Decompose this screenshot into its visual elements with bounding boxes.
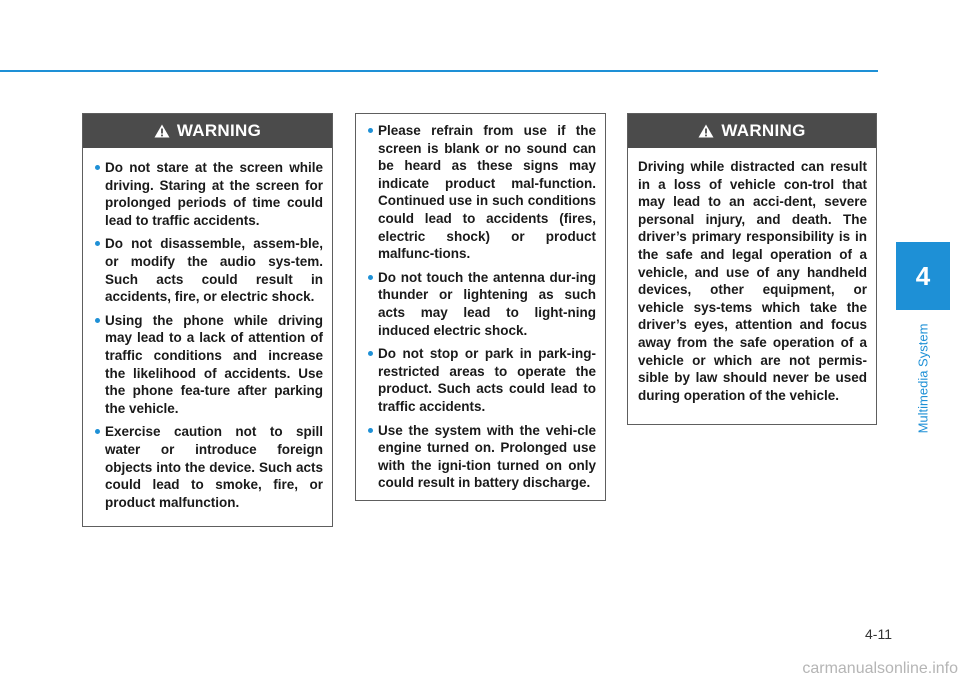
chapter-title [890, 316, 956, 440]
warning-panel-2 [355, 113, 606, 501]
top-rule [0, 70, 878, 72]
list-item: Do not touch the antenna dur-ing thunder or lightening as such acts may lead to light-ning induced electric shock. [368, 269, 596, 339]
warning-panel-1 [82, 113, 333, 527]
warning-paragraph: Driving while distracted can result in a loss of vehicle con-trol that may lead to an acci-dent, severe personal injury, and death. The driver’s primary responsibility is in the safe and legal operation of a vehicle, and use of any handheld devices, other equipment, or vehicle sys-tems which take the driver’s eyes, attention and focus away from the safe operation of a vehicle or which are not permis-sible by law should never be used during operation of the vehicle. [638, 159, 867, 403]
list-item: Do not disassemble, assem-ble, or modify the audio sys-tem. Such acts could result in accidents, fire, or electric shock. [95, 235, 323, 305]
warning-panel-3 [627, 113, 877, 425]
list-item: Do not stop or park in park-ing-restricted areas to operate the product. Such acts could lead to traffic accidents. [368, 345, 596, 415]
warning-header [628, 114, 876, 148]
warning-header-label: WARNING [721, 121, 806, 140]
warning-list [83, 148, 332, 511]
list-item: Do not stare at the screen while driving. Staring at the screen for prolonged periods of time could lead to traffic accidents. [95, 159, 323, 229]
watermark: carmanualsonline.info [802, 660, 958, 677]
warning-triangle-icon [154, 124, 170, 138]
list-item: Exercise caution not to spill water or introduce foreign objects into the device. Such acts could lead to smoke, fire, or product malfunction. [95, 423, 323, 511]
page-number: 4-11 [865, 626, 892, 642]
chapter-title-label: Multimedia System [915, 323, 931, 433]
warning-triangle-icon [698, 124, 714, 138]
warning-list [356, 114, 605, 492]
warning-header [83, 114, 332, 148]
warning-header-label: WARNING [176, 121, 262, 140]
chapter-number-tab: 4 [896, 242, 950, 310]
list-item: Using the phone while driving may lead to a lack of attention of traffic conditions and increase the likelihood of accidents. Use the phone fea-ture after parking the vehicle. [95, 312, 323, 418]
list-item: Please refrain from use if the screen is blank or no sound can be heard as these signs may indicate product mal-function. Continued use in such conditions could lead to accidents (fires, electric shock) or product malfunc-tions. [368, 122, 596, 263]
list-item: Use the system with the vehi-cle engine turned on. Prolonged use with the igni-tion turned on only could result in battery discharge. [368, 422, 596, 492]
